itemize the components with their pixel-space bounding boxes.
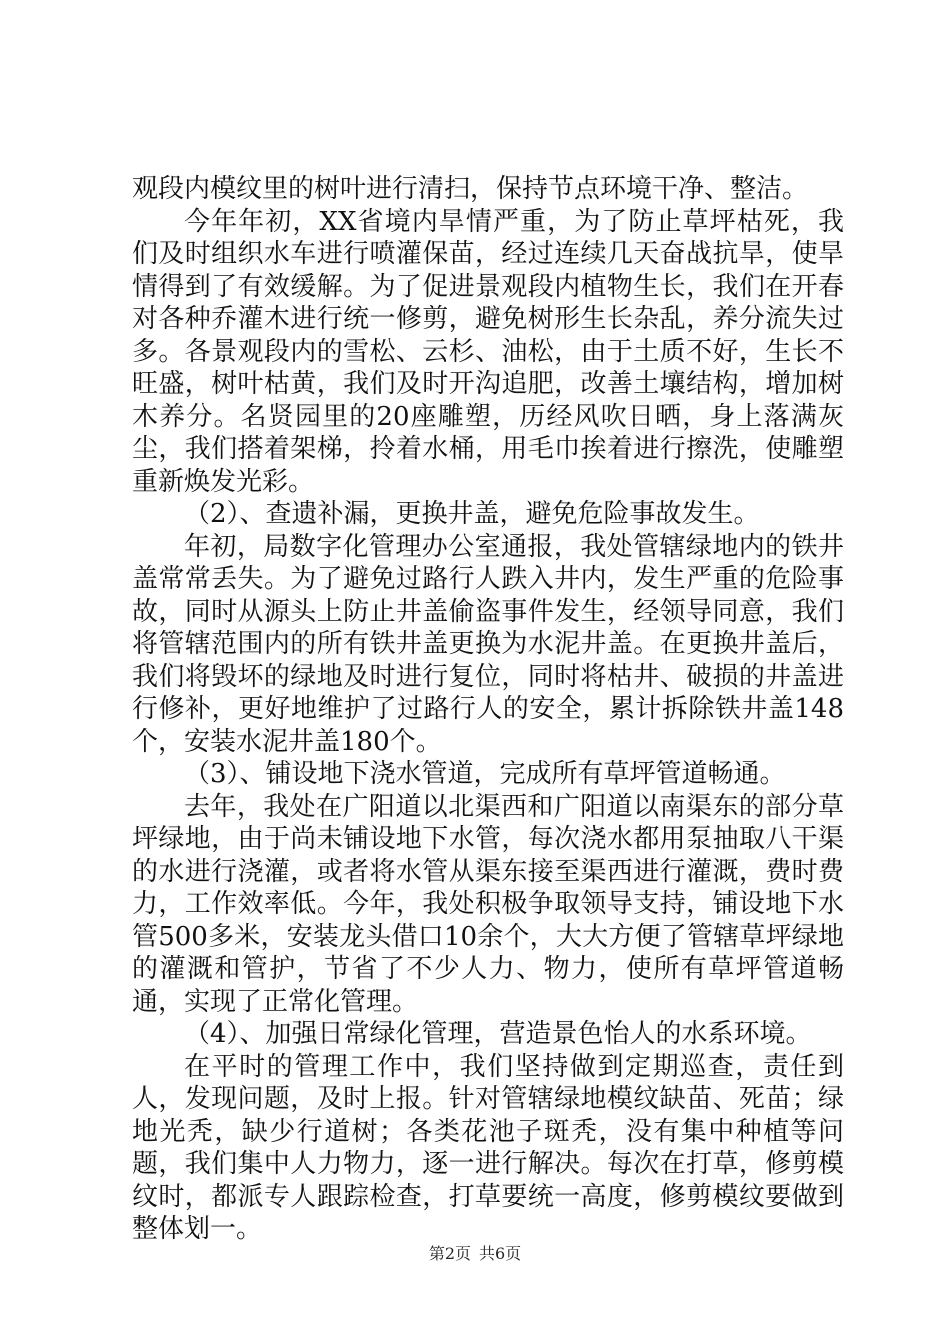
page-total: 共6页 bbox=[479, 1244, 522, 1263]
paragraph: 今年年初，XX省境内旱情严重，为了防止草坪枯死，我们及时组织水车进行喷灌保苗，经过连续几天奋战抗旱，使旱情得到了有效缓解。为了促进景观段内植物生长，我们在开春对各种乔灌木进行统一修剪，避免树形生长杂乱，养分流失过多。各景观段内的雪松、云杉、油松，由于土质不好，生长不旺盛，树叶枯黄，我们及时开沟追肥，改善土壤结构，增加树木养分。名贤园里的20座雕塑，历经风吹日晒，身上落满灰尘，我们搭着架梯，拎着水桶，用毛巾挨着进行擦洗，使雕塑重新焕发光彩。 bbox=[132, 206, 844, 497]
paragraph: 观段内模纹里的树叶进行清扫，保持节点环境干净、整洁。 bbox=[132, 174, 809, 204]
section-heading: （4）、加强日常绿化管理，营造景色怡人的水系环境。 bbox=[184, 1019, 812, 1049]
section-heading: （3）、铺设地下浇水管道，完成所有草坪管道畅通。 bbox=[184, 759, 786, 789]
section-heading: （2）、查遗补漏，更换井盖，避免危险事故发生。 bbox=[184, 499, 760, 529]
page-footer bbox=[0, 1244, 950, 1264]
page-number: 第2页 bbox=[428, 1244, 471, 1263]
paragraph: 年初，局数字化管理办公室通报，我处管辖绿地内的铁井盖常常丢失。为了避免过路行人跌入井内，发生严重的危险事故，同时从源头上防止井盖偷盗事件发生，经领导同意，我们将管辖范围内的所有铁井盖更换为水泥井盖。在更换井盖后，我们将毁坏的绿地及时进行复位，同时将枯井、破损的井盖进行修补，更好地维护了过路行人的安全，累计拆除铁井盖148个，安装水泥井盖180个。 bbox=[132, 531, 844, 757]
document-body bbox=[132, 173, 844, 1246]
paragraph: 去年，我处在广阳道以北渠西和广阳道以南渠东的部分草坪绿地，由于尚未铺设地下水管，每次浇水都用泵抽取八干渠的水进行浇灌，或者将水管从渠东接至渠西进行灌溉，费时费力，工作效率低。今年，我处积极争取领导支持，铺设地下水管500多米，安装龙头借口10余个，大大方便了管辖草坪绿地的灌溉和管护，节省了不少人力、物力，使所有草坪管道畅通，实现了正常化管理。 bbox=[132, 791, 844, 1017]
paragraph: 在平时的管理工作中，我们坚持做到定期巡查，责任到人，发现问题，及时上报。针对管辖绿地模纹缺苗、死苗；绿地光秃，缺少行道树；各类花池子斑秃，没有集中种植等问题，我们集中人力物力，逐一进行解决。每次在打草，修剪模纹时，都派专人跟踪检查，打草要统一高度，修剪模纹要做到整体划一。 bbox=[132, 1051, 844, 1244]
